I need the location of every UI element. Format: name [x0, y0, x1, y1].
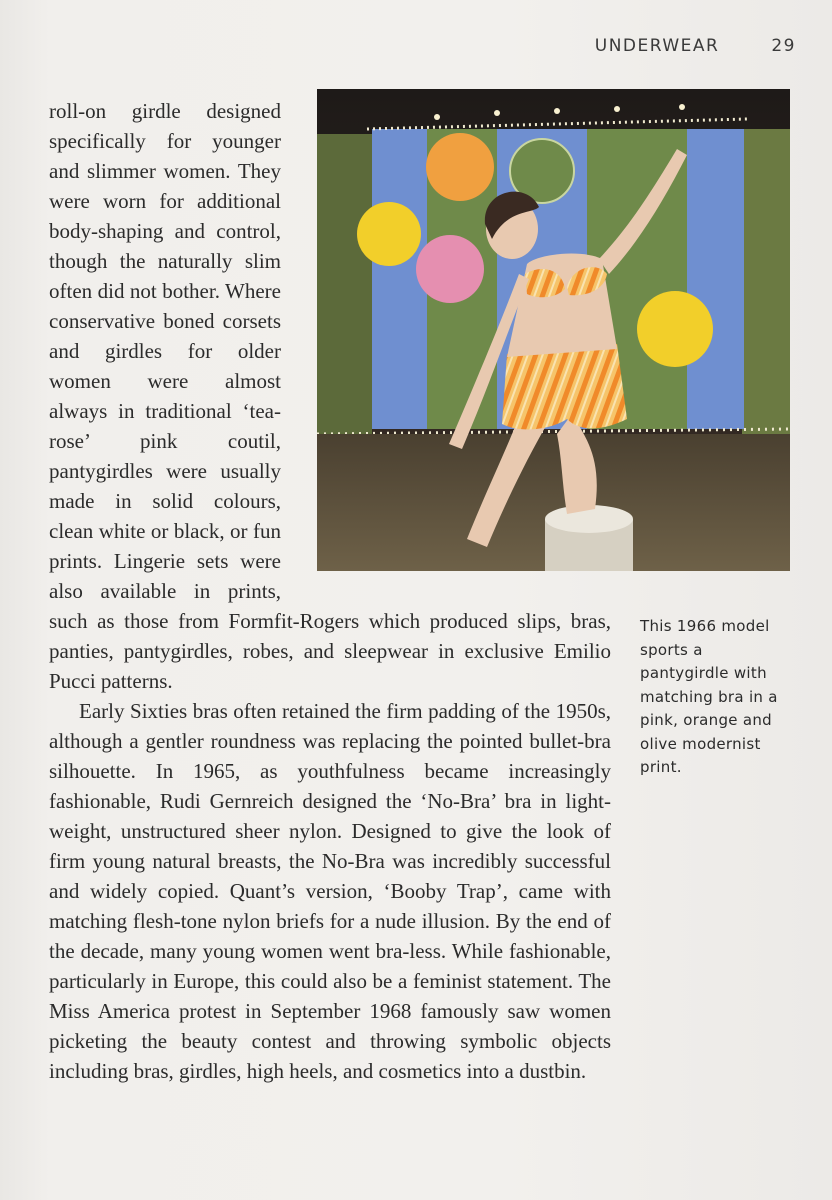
- paragraph-2: Early Sixties bras often retained the firm padding of the 1950s, although a gentler roundness was replacing the pointed bullet-bra silhouette. In 1965, as youthfulness became increasingly fashionable, Rudi Gernreich designed the ‘No-Bra’ bra in light-weight, unstructured sheer nylon. Designed to give the look of firm young natural breasts, the No-Bra was incredibly successful and widely copied. Quant’s version, ‘Booby Trap’, came with matching flesh-tone nylon briefs for a nude illusion. By the end of the decade, many young women went bra-less. While fashionable, particularly in Europe, this could also be a feminist statement. The Miss America protest in September 1968 famously saw women picketing the beauty contest and throwing symbolic objects including bras, girdles, high heels, and cosmetics into a dustbin.: [49, 699, 611, 1083]
- photo-caption: This 1966 model sports a pantygirdle with matching bra in a pink, orange and olive modernist print.: [640, 617, 778, 776]
- photo-wrap-space: [281, 96, 611, 606]
- section-title: UNDERWEAR: [594, 36, 720, 56]
- paragraph-1: roll-on girdle designed specifically for younger and slimmer women. They were worn for additional body-shaping and control, though the naturally slim often did not bother. Where conservative boned corsets and girdles for older women were almost always in traditional ‘tea-rose’ pink coutil, pantygirdles were usually made in solid colours, clean white or black, or fun prints. Lingerie sets were also available in prints, such as those from Formfit-Rogers which produced slips, bras, panties, pantygirdles, robes, and sleepwear in exclusive Emilio Pucci patterns.: [49, 99, 611, 693]
- running-head: [595, 36, 796, 56]
- page-number: 29: [771, 36, 796, 56]
- body-text: [49, 96, 611, 1086]
